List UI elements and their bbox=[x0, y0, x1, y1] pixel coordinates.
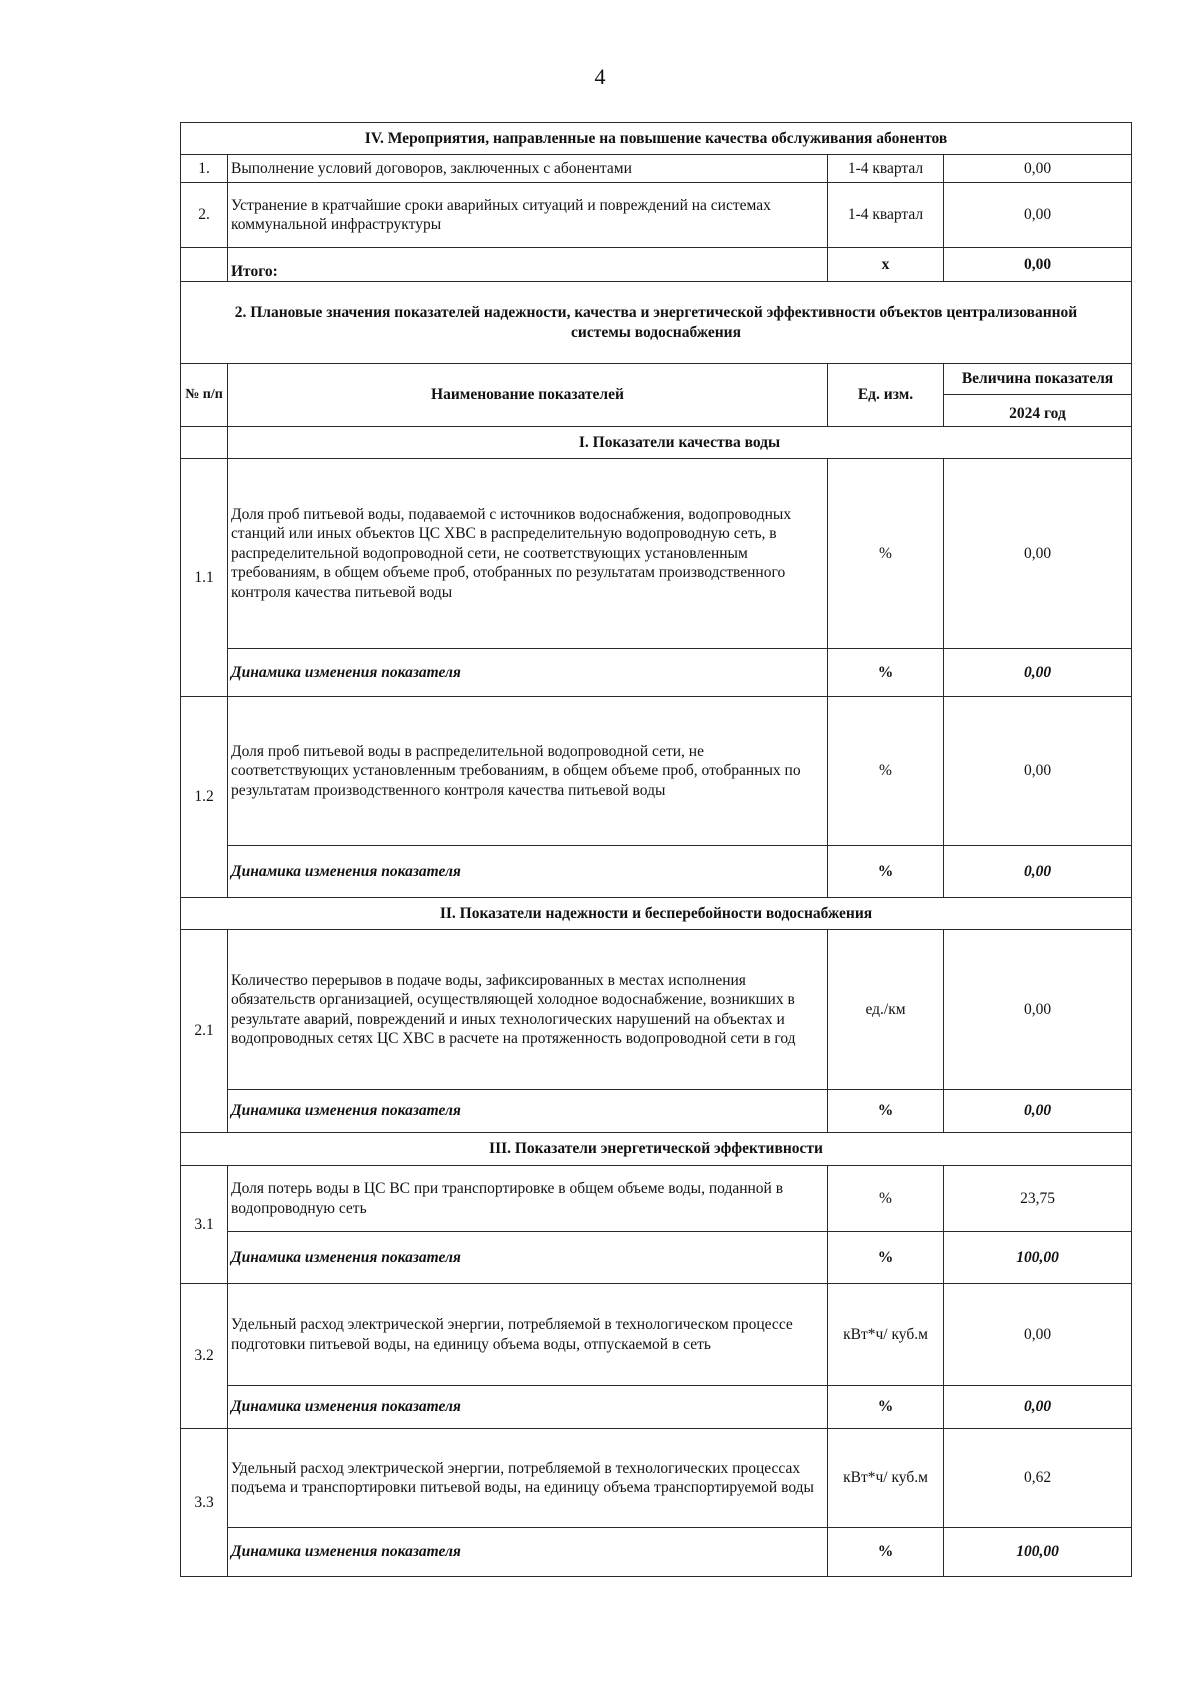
indicator-unit: % bbox=[828, 1166, 944, 1232]
row-name: Устранение в кратчайшие сроки аварийных ситуаций и повреждений на системах коммунальной инфраструктуры bbox=[228, 183, 828, 248]
dynamics-label: Динамика изменения показателя bbox=[228, 1232, 828, 1284]
section-2-title-row bbox=[181, 282, 1132, 364]
dynamics-value: 100,00 bbox=[944, 1528, 1132, 1577]
indicators-table bbox=[180, 122, 1132, 1577]
indicator-unit: ед./км bbox=[828, 930, 944, 1090]
group-title-row bbox=[181, 1133, 1132, 1166]
row-value: 0,00 bbox=[944, 155, 1132, 183]
dynamics-label: Динамика изменения показателя bbox=[228, 1386, 828, 1429]
indicator-number: 3.2 bbox=[181, 1284, 228, 1429]
dynamics-value: 0,00 bbox=[944, 649, 1132, 697]
indicator-value: 0,62 bbox=[944, 1429, 1132, 1528]
indicator-row bbox=[181, 1284, 1132, 1386]
indicator-name: Количество перерывов в подаче воды, зафиксированных в местах исполнения обязательств организацией, осуществляющей холодное водоснабжение, возникших в результате аварий, повреждений и иных технологических нарушений на объектах и водопроводных сетях ЦС ХВС в расчете на протяженность водопроводной сети в год bbox=[228, 930, 828, 1090]
header-unit: Ед. изм. bbox=[828, 364, 944, 427]
header-num: № п/п bbox=[181, 364, 228, 427]
indicator-unit: % bbox=[828, 697, 944, 846]
dynamics-unit: % bbox=[828, 1232, 944, 1284]
indicator-unit: % bbox=[828, 459, 944, 649]
total-value: 0,00 bbox=[944, 248, 1132, 282]
group-title-row bbox=[181, 427, 1132, 459]
total-period: х bbox=[828, 248, 944, 282]
header-year: 2024 год bbox=[1009, 405, 1066, 422]
indicator-row bbox=[181, 930, 1132, 1090]
indicator-row bbox=[181, 1429, 1132, 1528]
dynamics-row bbox=[181, 1386, 1132, 1429]
dynamics-unit: % bbox=[828, 1386, 944, 1429]
row-number: 2. bbox=[181, 183, 228, 248]
dynamics-row bbox=[181, 1528, 1132, 1577]
table-row bbox=[181, 155, 1132, 183]
group-title: III. Показатели энергетической эффективности bbox=[181, 1133, 1132, 1166]
indicator-name: Удельный расход электрической энергии, потребляемой в технологических процессах подъема и транспортировки питьевой воды, на единицу объема транспортируемой воды bbox=[228, 1429, 828, 1528]
indicator-name: Удельный расход электрической энергии, потребляемой в технологическом процессе подготовки питьевой воды, на единицу объема воды, отпускаемой в сеть bbox=[228, 1284, 828, 1386]
group-title: II. Показатели надежности и бесперебойности водоснабжения bbox=[181, 898, 1132, 930]
indicator-value: 23,75 bbox=[944, 1166, 1132, 1232]
dynamics-value: 0,00 bbox=[944, 1386, 1132, 1429]
indicator-unit: кВт*ч/ куб.м bbox=[828, 1429, 944, 1528]
indicator-value: 0,00 bbox=[944, 1284, 1132, 1386]
indicator-row bbox=[181, 697, 1132, 846]
dynamics-unit: % bbox=[828, 1528, 944, 1577]
indicator-unit: кВт*ч/ куб.м bbox=[828, 1284, 944, 1386]
indicator-row bbox=[181, 1166, 1132, 1232]
dynamics-row bbox=[181, 1090, 1132, 1133]
total-label: Итого: bbox=[228, 248, 828, 282]
table-header-row bbox=[181, 364, 1132, 427]
dynamics-row bbox=[181, 846, 1132, 898]
indicator-name: Доля проб питьевой воды, подаваемой с источников водоснабжения, водопроводных станций или иных объектов ЦС ХВС в распределительную водопроводную сеть, в распределительной водопроводной сети, не соответствующих установленным требованиям, в общем объеме проб, отобранных по результатам производственного контроля качества питьевой воды bbox=[228, 459, 828, 649]
row-period: 1-4 квартал bbox=[828, 183, 944, 248]
row-name: Выполнение условий договоров, заключенных с абонентами bbox=[228, 155, 828, 183]
header-value: Величина показателя bbox=[944, 364, 1131, 395]
dynamics-unit: % bbox=[828, 649, 944, 697]
section-2-title: 2. Плановые значения показателей надежности, качества и энергетической эффективности объектов централизованной системы водоснабжения bbox=[181, 282, 1132, 364]
dynamics-value: 0,00 bbox=[944, 846, 1132, 898]
dynamics-label: Динамика изменения показателя bbox=[228, 1528, 828, 1577]
page-number: 4 bbox=[594, 64, 606, 89]
dynamics-value: 100,00 bbox=[944, 1232, 1132, 1284]
dynamics-unit: % bbox=[828, 846, 944, 898]
indicator-number: 3.1 bbox=[181, 1166, 228, 1284]
indicator-number: 1.1 bbox=[181, 459, 228, 697]
indicator-number: 2.1 bbox=[181, 930, 228, 1133]
dynamics-label: Динамика изменения показателя bbox=[228, 846, 828, 898]
dynamics-value: 0,00 bbox=[944, 1090, 1132, 1133]
section-iv-title: IV. Мероприятия, направленные на повышение качества обслуживания абонентов bbox=[181, 123, 1132, 155]
table-row bbox=[181, 183, 1132, 248]
indicator-number: 3.3 bbox=[181, 1429, 228, 1577]
indicator-number: 1.2 bbox=[181, 697, 228, 898]
row-period: 1-4 квартал bbox=[828, 155, 944, 183]
indicator-row bbox=[181, 459, 1132, 649]
indicator-name: Доля потерь воды в ЦС ВС при транспортировке в общем объеме воды, поданной в водопроводную сеть bbox=[228, 1166, 828, 1232]
total-row bbox=[181, 248, 1132, 282]
row-value: 0,00 bbox=[944, 183, 1132, 248]
header-name: Наименование показателей bbox=[228, 364, 828, 427]
group-title-row bbox=[181, 898, 1132, 930]
dynamics-row bbox=[181, 1232, 1132, 1284]
dynamics-label: Динамика изменения показателя bbox=[228, 649, 828, 697]
indicator-value: 0,00 bbox=[944, 930, 1132, 1090]
indicator-name: Доля проб питьевой воды в распределительной водопроводной сети, не соответствующих установленным требованиям, в общем объеме проб, отобранных по результатам производственного контроля качества питьевой воды bbox=[228, 697, 828, 846]
dynamics-unit: % bbox=[828, 1090, 944, 1133]
section-iv-title-row bbox=[181, 123, 1132, 155]
dynamics-row bbox=[181, 649, 1132, 697]
dynamics-label: Динамика изменения показателя bbox=[228, 1090, 828, 1133]
row-number: 1. bbox=[181, 155, 228, 183]
indicator-value: 0,00 bbox=[944, 697, 1132, 846]
indicator-value: 0,00 bbox=[944, 459, 1132, 649]
header-value-cell bbox=[944, 364, 1132, 427]
group-title: I. Показатели качества воды bbox=[228, 427, 1132, 459]
